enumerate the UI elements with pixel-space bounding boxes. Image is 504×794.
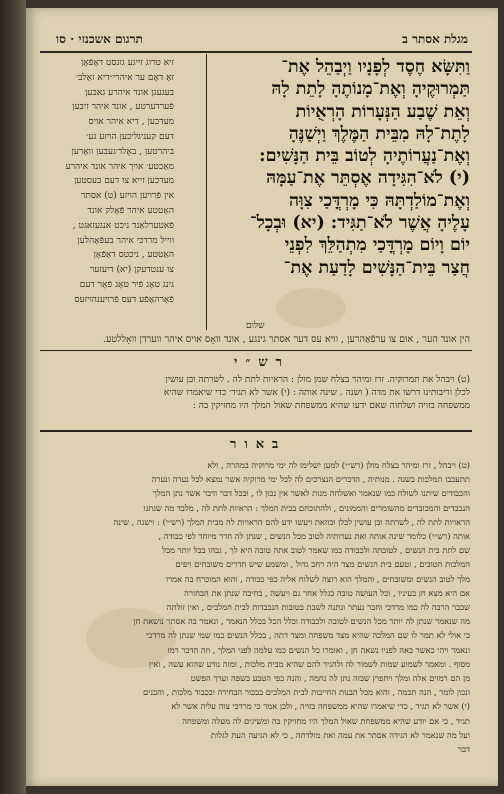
running-header-right: מגלת אסתר ב <box>402 32 468 46</box>
main-text-line: חֲצַר בֵּית־הַנָּשִׁים לָדַעַת אֶת־ <box>283 257 470 278</box>
main-text-line: יוֹם וָיוֹם מָרְדֳּכַי מִתְהַלֵּךְ לִפְנֵי <box>284 235 470 256</box>
main-text-column <box>218 56 470 279</box>
translation-line: מעדכען זייא צו דעם בעסטען <box>73 176 174 187</box>
paper-stain <box>276 288 346 328</box>
catchword: שלום <box>246 321 265 331</box>
translation-line: אין פֿרויען הויזע (ט) אסתר <box>80 191 174 202</box>
main-text-line: עָלֶיהָ אֲשֶׁר לֹא־תַגִּיד: (יא) וּבְכָל־ <box>249 213 470 234</box>
biur-line: המלכות הטובים , וטעם בית הנשים מצד היה רחב גדול , ומשמע שיש חדרים משובחים ויפים <box>175 559 470 570</box>
translation-line: מעדכען , דיא איהר אויס <box>88 117 174 128</box>
biur-line: (ט) ויבהל , זרז ומיהר בצלח מולן (רש״י) למען ישלימו לה ימי מרוקיה במהרה , ולא <box>207 460 470 470</box>
translation-line: גינג טאָג פֿיר טאָג פֿאָר דעם <box>79 279 174 290</box>
translation-line: ווייל מרדכי איהר בעפֿאָהלען <box>77 235 174 246</box>
translation-line: דעם קעניגליכען הויזע גע׳ <box>86 131 174 142</box>
main-text-line: וַתִּשָּׂא חֶסֶד לְפָנָיו וַיְבַהֵל אֶת־ <box>281 57 470 77</box>
translation-line: ביהרטען , באֶלד׳געבען וואָרען <box>71 146 174 157</box>
biur-line: מלך לטוב הנשים ומשובחים , והמלך הוא רוצה לשלוח אליה כפי כבודה , והוא המוכרח בה אמרו <box>165 573 470 584</box>
biur-line: אותה (רש״י) כלומר שינה אותה ואת נערותיה לטוב מכל הנשים , שנתן לה חדר מיוחד לפי כבודה , <box>158 531 470 542</box>
main-text-line: וְאֶת־מוֹלַדְתָּהּ כִּי מָרְדֳּכַי צִוָּה <box>289 190 470 211</box>
biur-commentary <box>44 458 470 756</box>
biur-line: ועל מה שנאמר לא הגידה אסתר את עמה ואת מולדתה , כי לא הגיעה העת לגלות <box>210 729 470 740</box>
biur-line: שם לתת בית הנשים , לטובתה ולכבודה כמו שאמר לטוב אתה טובה היא לך , גבהו בכל יותר מכל <box>162 545 470 556</box>
rashi-top-rule <box>40 350 472 351</box>
biur-line: כי אולי לא תמר לו שם המלכה שהיא מצד משפחה ומצד דתה , בכלל הנשים כמו שמי שנתן לה מרדכי <box>146 630 470 641</box>
rashi-title: רש״י <box>234 355 290 370</box>
translation-column <box>44 56 174 308</box>
biur-line: תגיד , כי אם יודע שהיא ממשפחת שאול המלך היו מחזיקין בה ומשיגים לה מעלה ומשפחה <box>182 715 470 726</box>
translation-line: צו ענטדעקן (יא) דיעזער <box>89 265 174 276</box>
rashi-line: לכלן וריבותינו דרשו את מדה ( ושנה . שינה אותה : (י) אשר לא תגיד׳ כדי שיאמרו שהיא <box>163 388 470 398</box>
running-header-left: תרגום אשכנזי · סו <box>56 32 143 46</box>
main-text-line: וְאֶת־נַעֲרוֹתֶיהָ לְטוֹב בֵּית הַנָּשִׁים: <box>259 146 470 167</box>
biur-line: שכבר הרבה לה כמו מרדכי וחבר נעתר ונתנה לשבת בטובות הנכבדות לבית המלכים , ואין זולתה <box>166 602 470 613</box>
translation-line: מאַכטע׳ אויך איהר אונד איהרע <box>65 161 174 172</box>
translation-line: פֿאטערלאַנד ניכט אנגעזאגט , <box>72 220 174 231</box>
biur-line: מה שנאמר שנתן לה יותר מכל הנשים לטובה ולכבודה וכלל הכל בכלל הנאמר , ונאמר בה אסתר נושאת חן <box>133 616 470 627</box>
biur-line: הראויות לתת לה , לשרתה ובן עושין לכלן ובוזאת ויעשו ידע להם הראויות לה מבית המלך (רש״י) : וישנה , שינה <box>113 516 470 527</box>
translation-line: האַטטע , ניכטס דאַפֿאָן <box>93 250 174 261</box>
main-text-line: (י) לֹא־הִגִּידָה אֶסְתֵּר אֶת־עַמָּהּ <box>266 168 470 189</box>
translation-line: פֿאָרהאָפֿע דעס פֿרויענהויזעס <box>74 294 174 305</box>
biur-line: הנכבדים והמכובדים מהשומרים והממונים , ולהתוכחם בבית המלך : הראיות לתת לה , מלבד מה שנתנו <box>143 502 470 513</box>
translation-line: זיא טרוג זייגע גונסט דאָפֿאָן <box>80 58 174 68</box>
biur-top-rule <box>40 430 472 432</box>
translation-line: פֿערדערטע , אונד איהר זיבען <box>72 102 174 113</box>
rashi-line: ממשפחה בזויה ושלחוה שאם ידעו שהיא ממשפחת שאול המלך היו מחזיקין בה : <box>192 401 470 411</box>
biur-title: באור <box>230 437 287 452</box>
translation-line: בעגעגן אונד איהרע גאבען <box>85 87 174 98</box>
biur-line: מן הם רמזים אלה ומלך ויחפוץ שבזה נתן לה נחמה , והנה כפי הטבע בשפה וערך הפשט <box>190 673 470 684</box>
biur-line: תתעכבו המלכות בשנה . מנותיה , הדברים הנצרכים לה לכל ימי מרוקיה אשר נמצא לכל נערה ונערה <box>151 474 470 485</box>
main-text-line: תַּמְרוּקֶיהָ וְאֶת־מָנוֹתֶהָ לָתֵת לָהּ <box>271 79 470 100</box>
biur-line: ונכון לומר , הנה תכמה , והוא מכל הבנות החייבות לבית המלכים בבכור הבחירה ובכבוד מלכות , והבנים <box>143 687 470 698</box>
translation-last-line: הין אונד הער , אום צו ערפֿאַהרען , וויא עס דער אסתר גינגע , אונד וואָס אויס איהר ווערדן וואָללטע. <box>102 334 470 345</box>
header-rule <box>40 51 472 53</box>
column-divider <box>206 54 207 330</box>
rashi-line: (ט) ויבהל את תמרוקיה. זרז ומיהר בצלח שמן מולן : הראיות לתת לה . לשרתה ובן עושין <box>165 375 470 385</box>
biur-line: מסוף . ומאמר לשמוע שמות לשמור לה ולהגיד להם שהיא מבית מלכות , ומזה נודע שהוא עשה , ואין <box>148 658 470 669</box>
book-spine <box>0 0 26 794</box>
biur-line: והכבודים שיתנו לשולח כמו שנאמר ואשלחה מנות לאשר אין נכון לו , ובכל דבר ודבר אשר נתן המלך <box>152 488 470 499</box>
main-text-line: וְאֵת שֶׁבַע הַנְּעָרוֹת הָרְאֻיוֹת <box>295 101 470 122</box>
biur-line: אם היא מצא חן בעיניו , וכל העושה טובה בגלל אחר גם ויעשה , בחיבה שנתן את הבחורה <box>184 587 470 598</box>
main-text-line: לָתֶת־לָהּ מִבֵּית הַמֶּלֶךְ וַיְשַׁנֶּהָ <box>288 123 470 144</box>
biur-line: (י) אשר לא תגיד , כדי שיאמרו שהיא ממשפחה בזויה , ולכן אמר כי מרדכי צוה עליה אשר לא <box>171 701 470 712</box>
rashi-commentary <box>44 374 470 413</box>
biur-catchword: דבר <box>457 744 470 755</box>
biur-line: ונאמר ויהי כאשר באה לפניו נשאה חן , ואומרו כל הנשים כמו עלמה לפני המלך , וזה הדבר רמז <box>167 644 470 655</box>
translation-line: זאַ דאָם ער איהרי״דיא זאַלב׳ <box>76 72 174 83</box>
translation-line: האָטטע איהר פֿאָלק אונד <box>87 205 174 216</box>
